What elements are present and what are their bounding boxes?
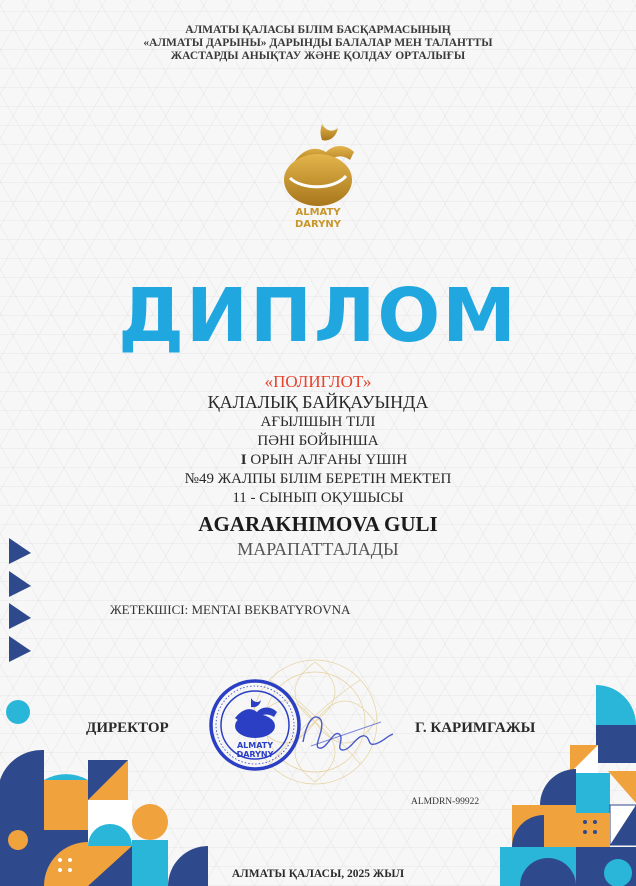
logo-text-1: ALMATY [295, 207, 341, 218]
subject-suffix: ПӘНІ БОЙЫНША [257, 433, 379, 449]
almaty-daryny-logo [276, 118, 360, 230]
stamp-text-1: ALMATY [236, 741, 274, 750]
award-body [0, 372, 636, 560]
issuer-line-3: ЖАСТАРДЫ АНЫҚТАУ ЖӘНЕ ҚОЛДАУ ОРТАЛЫҒЫ [170, 50, 466, 62]
triangle-icon [9, 636, 31, 662]
issuer-line-1: АЛМАТЫ ҚАЛАСЫ БІЛІМ БАСҚАРМАСЫНЫҢ [185, 24, 451, 36]
director-name: Г. КАРИМГАЖЫ [415, 720, 536, 736]
supervisor [110, 602, 350, 618]
bottom-right-geometric-decoration [500, 685, 636, 886]
subject: АҒЫЛШЫН ТІЛІ [260, 414, 376, 430]
student-name: AGARAKHIMOVA GULI [198, 512, 438, 536]
supervisor-name: MENTAI BEKBATYROVNA [191, 602, 351, 617]
place-number: I [240, 452, 247, 468]
place-text: ОРЫН АЛҒАНЫ ҮШІН [250, 452, 408, 468]
document-code: ALMDRN-99922 [411, 797, 480, 807]
grade: 11 - СЫНЫП ОҚУШЫСЫ [232, 490, 404, 506]
diploma-title [0, 272, 636, 360]
sky-dot-icon [6, 700, 30, 724]
footer-place-year: АЛМАТЫ ҚАЛАСЫ, 2025 ЖЫЛ [231, 868, 405, 880]
director-label: ДИРЕКТОР [86, 720, 169, 736]
orange-triangle-icon [608, 771, 636, 803]
diploma-title-text: ДИПЛОМ [118, 273, 518, 359]
school: №49 ЖАЛПЫ БІЛІМ БЕРЕТІН МЕКТЕП [184, 471, 452, 487]
navy-arch-icon [0, 750, 44, 886]
logo-text-2: DARYNY [294, 219, 342, 230]
blue-stamp-icon [211, 681, 299, 769]
triangle-icon [9, 603, 31, 629]
left-edge-triangles [9, 538, 37, 662]
issuer-header [0, 24, 636, 63]
supervisor-label: ЖЕТЕКШІСІ: [110, 602, 189, 617]
bottom-left-geometric-decoration [0, 690, 215, 886]
triangle-icon [9, 538, 31, 564]
stamp-text-2: DARYNY [236, 750, 274, 759]
logo-flame-icon [321, 124, 339, 141]
triangle-icon [9, 571, 31, 597]
award-verb: МАРАПАТТАЛАДЫ [237, 539, 399, 559]
contest-name: «ПОЛИГЛОТ» [264, 372, 372, 391]
issuer-line-2: «АЛМАТЫ ДАРЫНЫ» ДАРЫНДЫ БАЛАЛАР МЕН ТАЛАНТТЫ [143, 37, 493, 49]
place-line [0, 451, 636, 470]
seal-and-signature [195, 650, 425, 800]
contest-type: ҚАЛАЛЫҚ БАЙҚАУЫНДА [207, 392, 429, 412]
